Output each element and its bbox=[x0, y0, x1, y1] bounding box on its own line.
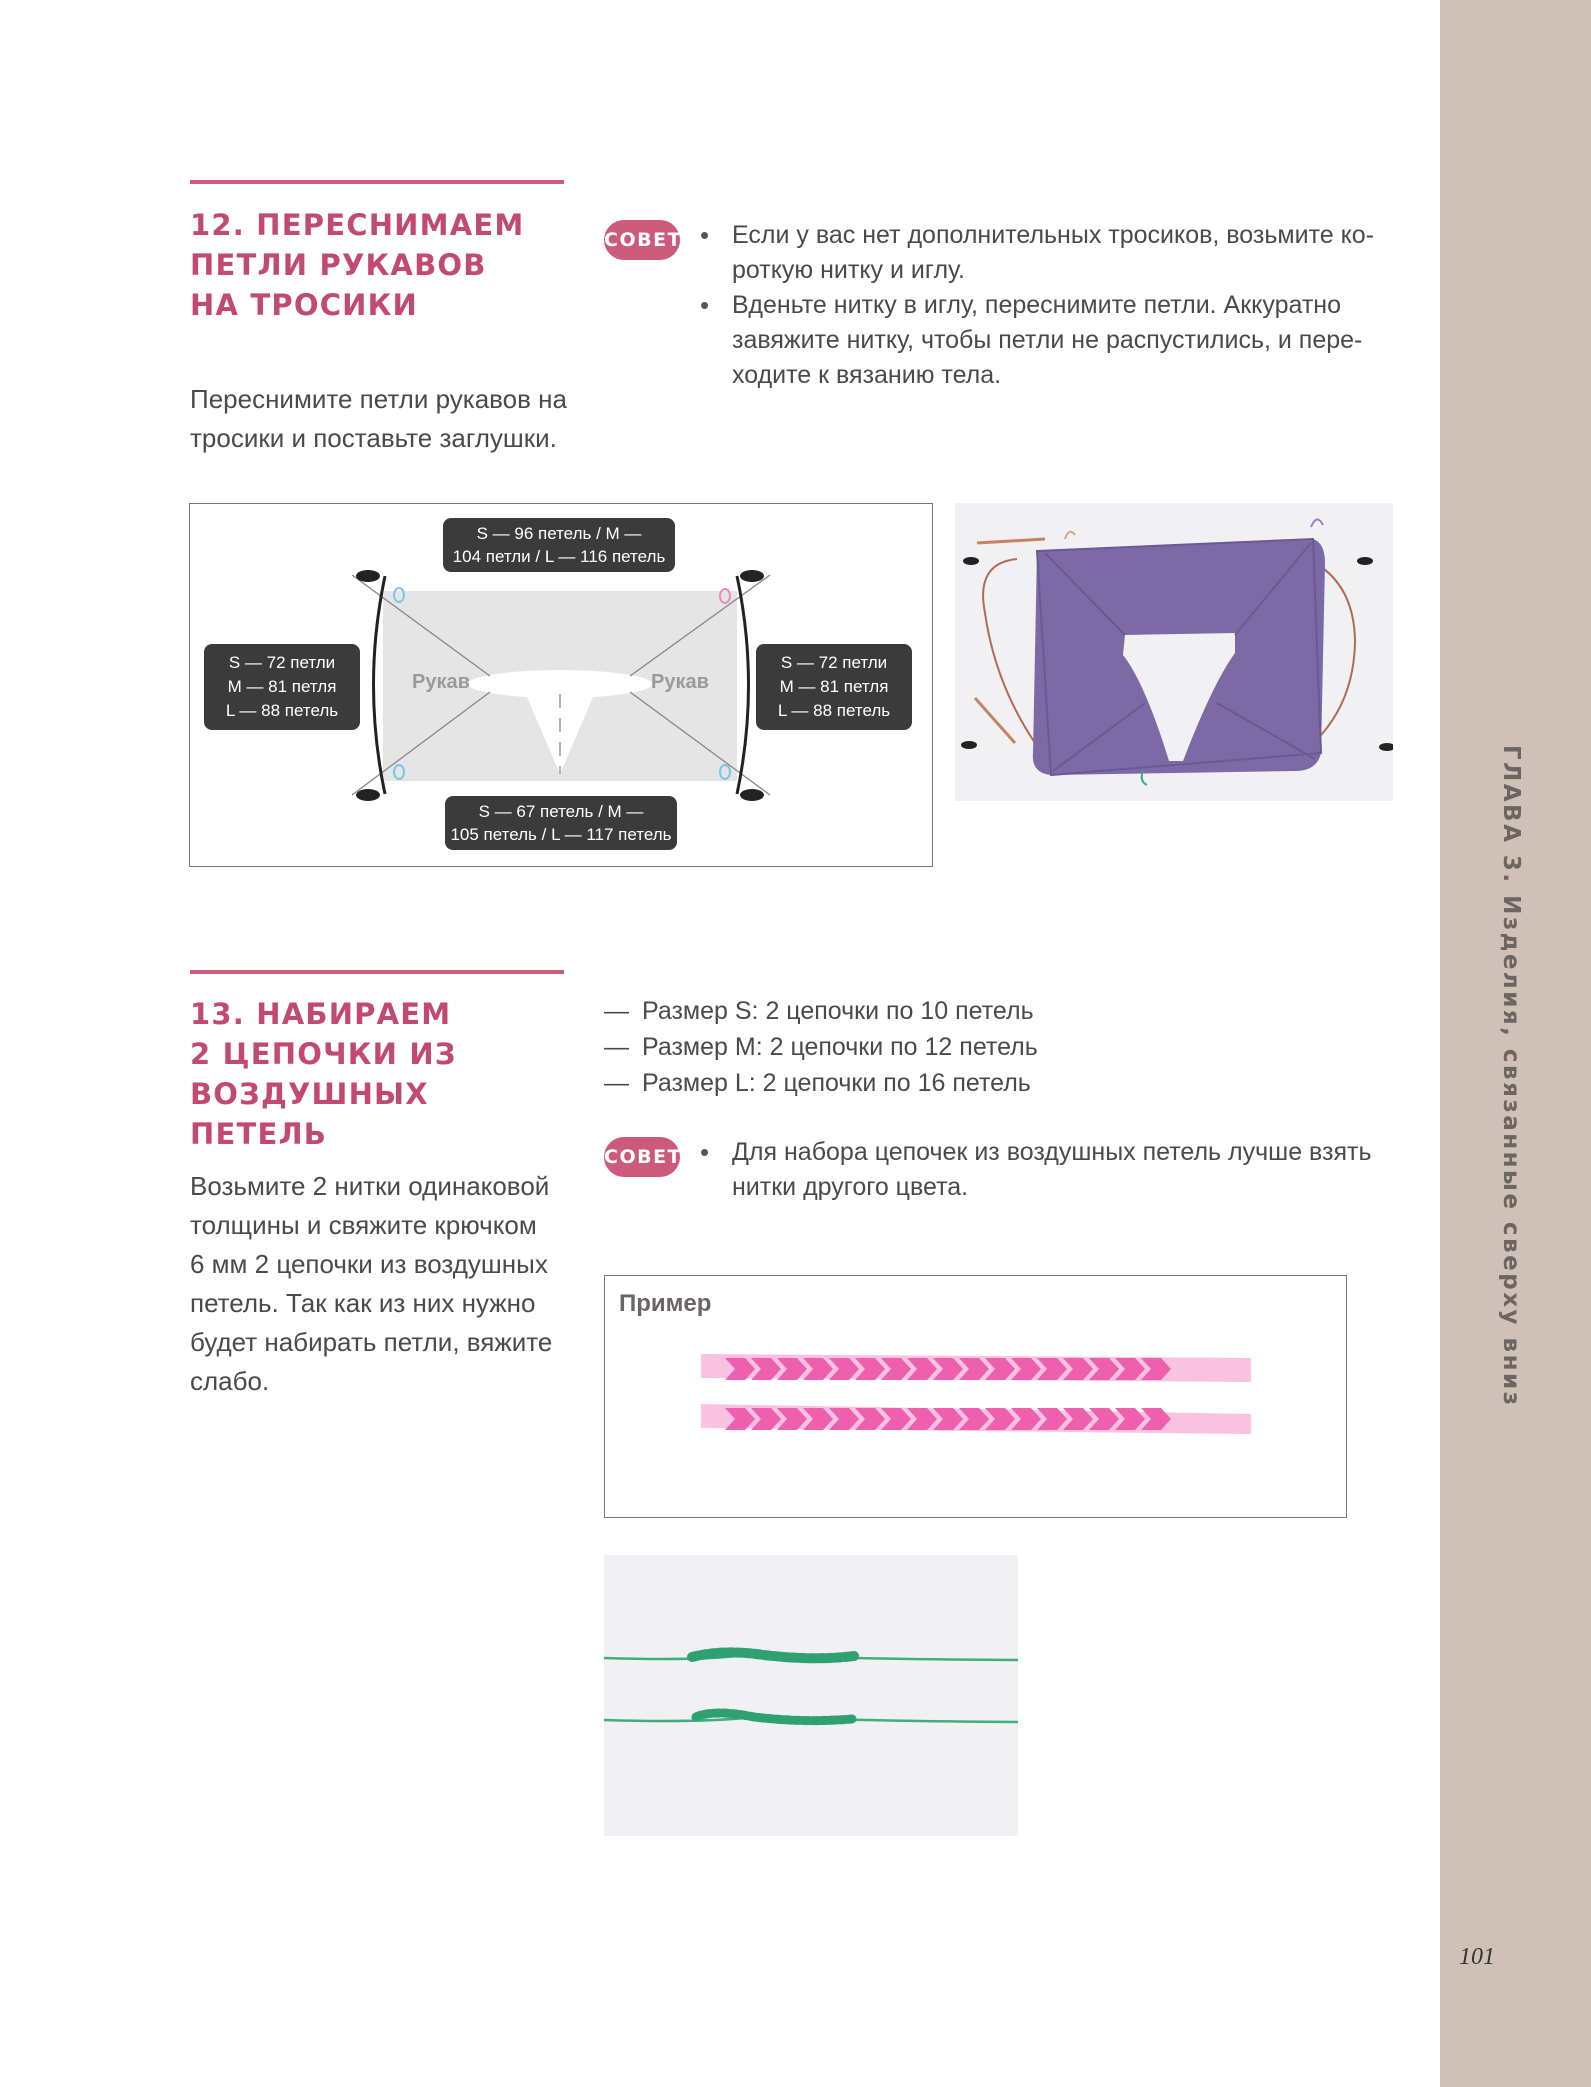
tip-line: ходите к вязанию тела. bbox=[732, 361, 1002, 389]
heading-line: НА ТРОСИКИ bbox=[190, 288, 419, 322]
heading-line: ВОЗДУШНЫХ ПЕТЕЛЬ bbox=[190, 1077, 429, 1151]
size-item bbox=[604, 1065, 1204, 1101]
tip-line: • Для набора цепочек из воздушных петель лучше взять bbox=[732, 1138, 1372, 1166]
tip-line: • Если у вас нет дополнительных тросиков, возьмите ко- bbox=[732, 221, 1375, 249]
label-line: 105 петель / L — 117 петель bbox=[450, 825, 672, 844]
size-text: Размер M: 2 цепочки по 12 петель bbox=[642, 1033, 1038, 1061]
section-12-body bbox=[190, 380, 580, 458]
size-item bbox=[604, 993, 1204, 1029]
tip-item bbox=[700, 1135, 1420, 1205]
chain-row-1 bbox=[725, 1358, 1171, 1380]
section-12-tips bbox=[700, 218, 1420, 393]
green-chains-photo bbox=[604, 1555, 1018, 1836]
chain-illustration bbox=[605, 1276, 1346, 1517]
body-line: толщины и свяжите крючком bbox=[190, 1210, 537, 1240]
body-line: тросики и поставьте заглушки. bbox=[190, 423, 557, 453]
heading-line: ПЕТЛИ РУКАВОВ bbox=[190, 248, 487, 282]
label-line: S — 96 петель / M — bbox=[476, 524, 642, 543]
label-line: S — 67 петель / M — bbox=[478, 802, 644, 821]
page-number: 101 bbox=[1459, 1944, 1495, 1970]
label-line: S — 72 петли bbox=[780, 653, 888, 672]
size-item bbox=[604, 1029, 1204, 1065]
top-stitch-label bbox=[443, 518, 675, 572]
chain-row-2 bbox=[725, 1408, 1171, 1430]
right-stitch-label bbox=[756, 644, 912, 730]
label-line: L — 88 петель bbox=[777, 701, 891, 720]
dash-mark: — bbox=[604, 1069, 629, 1097]
tip-badge: СОВЕТ bbox=[604, 220, 680, 260]
size-list bbox=[604, 993, 1204, 1101]
dash-mark: — bbox=[604, 997, 629, 1025]
sweater-on-cables-photo bbox=[955, 503, 1393, 801]
sleeve-label-left: Рукав bbox=[412, 671, 470, 693]
left-stitch-label bbox=[204, 644, 360, 730]
body-line: петель. Так как из них нужно bbox=[190, 1288, 536, 1318]
sleeve-transfer-diagram bbox=[189, 503, 933, 867]
body-line: 6 мм 2 цепочки из воздушных bbox=[190, 1249, 548, 1279]
bottom-stitch-label bbox=[445, 796, 677, 850]
heading-line: 12. ПЕРЕСНИМАЕМ bbox=[190, 208, 525, 242]
label-line: L — 88 петель bbox=[225, 701, 339, 720]
section-13-body bbox=[190, 1167, 590, 1401]
yarn-chains-illustration bbox=[604, 1555, 1018, 1836]
label-line: M — 81 петля bbox=[779, 677, 889, 696]
sleeve-label-right: Рукав bbox=[651, 671, 709, 693]
sweater-illustration bbox=[955, 503, 1393, 801]
section-12-heading bbox=[190, 205, 570, 325]
size-text: Размер S: 2 цепочки по 10 петель bbox=[642, 997, 1034, 1025]
tip-line: нитки другого цвета. bbox=[732, 1173, 969, 1201]
body-line: слабо. bbox=[190, 1366, 270, 1396]
tip-item bbox=[700, 288, 1420, 393]
size-text: Размер L: 2 цепочки по 16 петель bbox=[642, 1069, 1031, 1097]
label-line: S — 72 петли bbox=[228, 653, 336, 672]
body-line: будет набирать петли, вяжите bbox=[190, 1327, 553, 1357]
tip-item bbox=[700, 218, 1420, 288]
body-line: Переснимите петли рукавов на bbox=[190, 384, 567, 414]
section-13-heading bbox=[190, 994, 570, 1154]
section-13-tips bbox=[700, 1135, 1420, 1205]
tip-badge: СОВЕТ bbox=[604, 1137, 680, 1177]
example-box bbox=[604, 1275, 1347, 1518]
heading-line: 13. НАБИРАЕМ bbox=[190, 997, 452, 1031]
tip-line: завяжите нитку, чтобы петли не распустились, и пере- bbox=[732, 326, 1363, 354]
heading-line: 2 ЦЕПОЧКИ ИЗ bbox=[190, 1037, 457, 1071]
dash-mark: — bbox=[604, 1033, 629, 1061]
example-label: Пример bbox=[619, 1290, 712, 1317]
body-line: Возьмите 2 нитки одинаковой bbox=[190, 1171, 550, 1201]
section-12-rule bbox=[190, 180, 564, 184]
tip-line: роткую нитку и иглу. bbox=[732, 256, 965, 284]
label-line: M — 81 петля bbox=[227, 677, 337, 696]
section-13-rule bbox=[190, 970, 564, 974]
label-line: 104 петли / L — 116 петель bbox=[452, 547, 666, 566]
tip-line: • Вденьте нитку в иглу, переснимите петли. Аккуратно bbox=[732, 291, 1342, 319]
chapter-title: ГЛАВА 3. Изделия, связанные сверху вниз bbox=[1498, 745, 1524, 1408]
